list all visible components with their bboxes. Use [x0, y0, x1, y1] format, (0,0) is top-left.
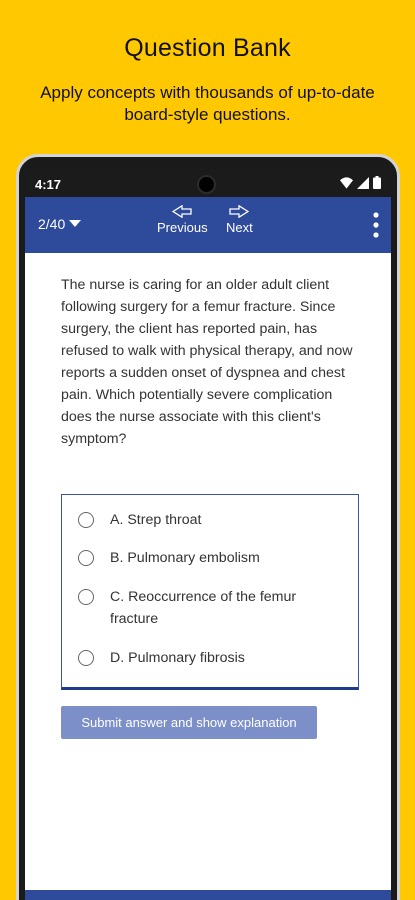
next-label: Next — [226, 220, 253, 235]
question-counter: 2/40 — [38, 216, 66, 232]
caret-down-icon — [69, 220, 81, 228]
choice-label: D. Pulmonary fibrosis — [110, 650, 245, 666]
app-bar — [25, 197, 391, 253]
choice-a[interactable] — [78, 509, 320, 531]
choice-c[interactable] — [78, 586, 320, 630]
wifi-icon — [340, 177, 353, 189]
question-text: The nurse is caring for an older adult client following surgery for a femur fracture. Since surgery, the client has reported pain, has refused to walk with physical therapy, and now reports a sudden onset of dyspnea and chest pain. Which potentially severe complication does the nurse associate with this client's symptom? — [61, 277, 353, 447]
bottom-bar — [25, 890, 391, 900]
promo-title: Question Bank — [124, 34, 291, 62]
choice-d[interactable] — [78, 647, 320, 669]
next-button[interactable] — [226, 205, 253, 235]
promo-subtitle: Apply concepts with thousands of up-to-date board-style questions. — [40, 83, 375, 124]
question-counter-dropdown[interactable] — [38, 216, 81, 232]
previous-button[interactable] — [157, 205, 208, 235]
status-bar — [25, 170, 391, 197]
radio-icon[interactable] — [78, 550, 94, 566]
camera-icon — [197, 175, 216, 194]
radio-icon[interactable] — [78, 650, 94, 666]
status-icons — [340, 176, 381, 189]
radio-icon[interactable] — [78, 512, 94, 528]
more-options-button[interactable] — [373, 211, 379, 244]
previous-label: Previous — [157, 220, 208, 235]
arrow-right-icon — [229, 205, 249, 218]
choice-label: B. Pulmonary embolism — [110, 550, 260, 566]
status-time: 4:17 — [35, 177, 62, 192]
radio-icon[interactable] — [78, 589, 94, 605]
choice-label: A. Strep throat — [110, 512, 202, 528]
choice-b[interactable] — [78, 547, 320, 569]
submit-answer-button[interactable]: Submit answer and show explanation — [61, 706, 317, 739]
phone-screen — [25, 170, 391, 900]
signal-icon — [357, 177, 369, 189]
answer-choices — [61, 494, 359, 690]
choice-label: C. Reoccurrence of the femur fracture — [110, 589, 297, 627]
phone-frame — [16, 154, 400, 900]
arrow-left-icon — [172, 205, 192, 218]
kebab-menu-icon — [373, 211, 379, 239]
battery-icon — [373, 176, 381, 189]
